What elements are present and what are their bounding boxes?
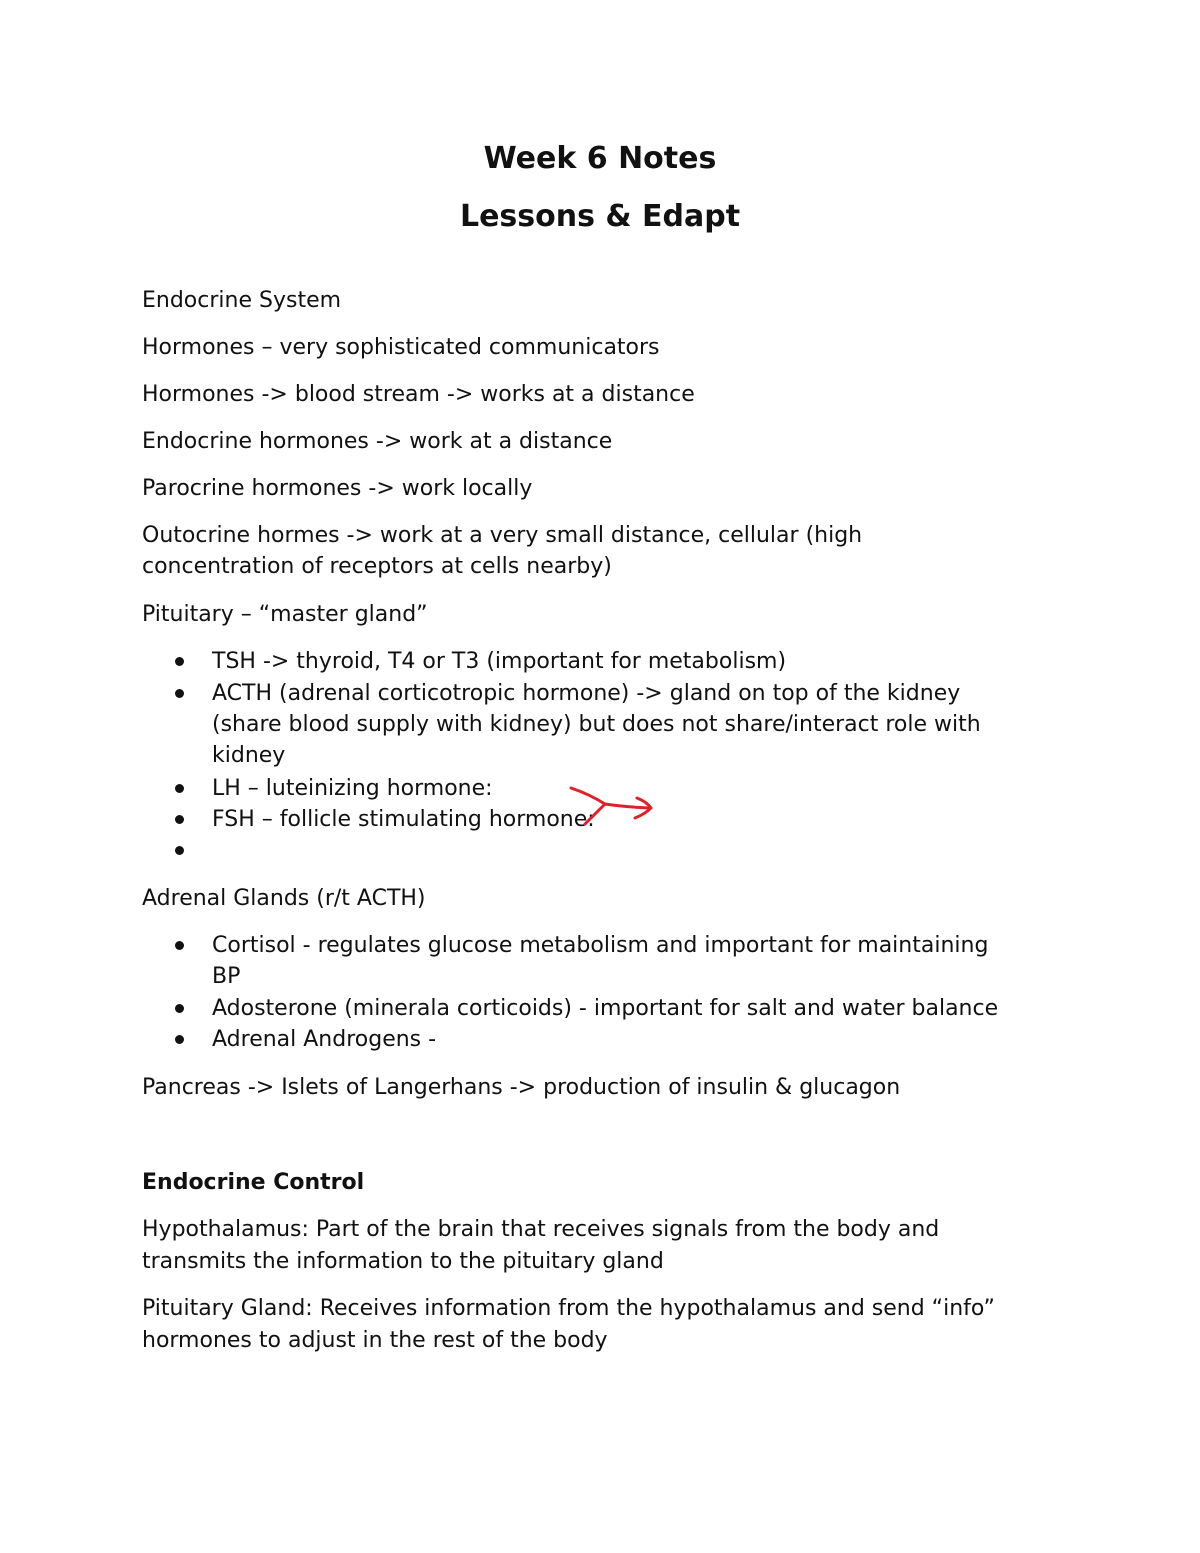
bullet-icon [175, 689, 184, 698]
text-line: Endocrine hormones -> work at a distance [142, 429, 613, 454]
bullet-icon [175, 941, 184, 950]
list-item: TSH -> thyroid, T4 or T3 (important for metabolism) [212, 646, 1062, 677]
text-line-pancreas: Pancreas -> Islets of Langerhans -> production of insulin & glucagon [142, 1075, 901, 1100]
text-line: hormones to adjust in the rest of the body [142, 1328, 608, 1353]
text-line: Hormones – very sophisticated communicators [142, 335, 660, 360]
list-item: FSH – follicle stimulating hormone: [212, 804, 1062, 835]
section-heading-pituitary: Pituitary – “master gland” [142, 602, 428, 627]
list-item: Adrenal Androgens - [212, 1024, 1062, 1055]
list-item-continuation: (share blood supply with kidney) but does not share/interact role with [212, 712, 981, 737]
list-item-continuation: kidney [212, 743, 286, 768]
bullet-icon [175, 846, 184, 855]
text-line: concentration of receptors at cells nearby) [142, 554, 612, 579]
bullet-icon [175, 815, 184, 824]
text-line: transmits the information to the pituitary gland [142, 1249, 664, 1274]
bullet-icon [175, 657, 184, 666]
text-line: Pituitary Gland: Receives information from the hypothalamus and send “info” [142, 1296, 995, 1321]
text-line: Parocrine hormones -> work locally [142, 476, 533, 501]
text-line: Hypothalamus: Part of the brain that receives signals from the body and [142, 1217, 940, 1242]
page-title: Week 6 Notes [483, 141, 717, 176]
bullet-icon [175, 1035, 184, 1044]
section-heading-adrenal-glands: Adrenal Glands (r/t ACTH) [142, 886, 426, 911]
text-line: Hormones -> blood stream -> works at a distance [142, 382, 695, 407]
section-heading-endocrine-control: Endocrine Control [142, 1170, 365, 1195]
text-line: Outocrine hormes -> work at a very small distance, cellular (high [142, 523, 863, 548]
list-item: Adosterone (minerala corticoids) - important for salt and water balance [212, 993, 1062, 1024]
bullet-icon [175, 1004, 184, 1013]
list-item: Cortisol - regulates glucose metabolism and important for maintaining [212, 930, 1062, 961]
page-subtitle: Lessons & Edapt [459, 199, 741, 234]
list-item: LH – luteinizing hormone: [212, 773, 1062, 804]
bullet-icon [175, 784, 184, 793]
section-heading-endocrine-system: Endocrine System [142, 288, 342, 313]
handwritten-arrow-icon [565, 780, 660, 830]
list-item-continuation: BP [212, 964, 241, 989]
list-item: ACTH (adrenal corticotropic hormone) -> gland on top of the kidney [212, 678, 1062, 709]
